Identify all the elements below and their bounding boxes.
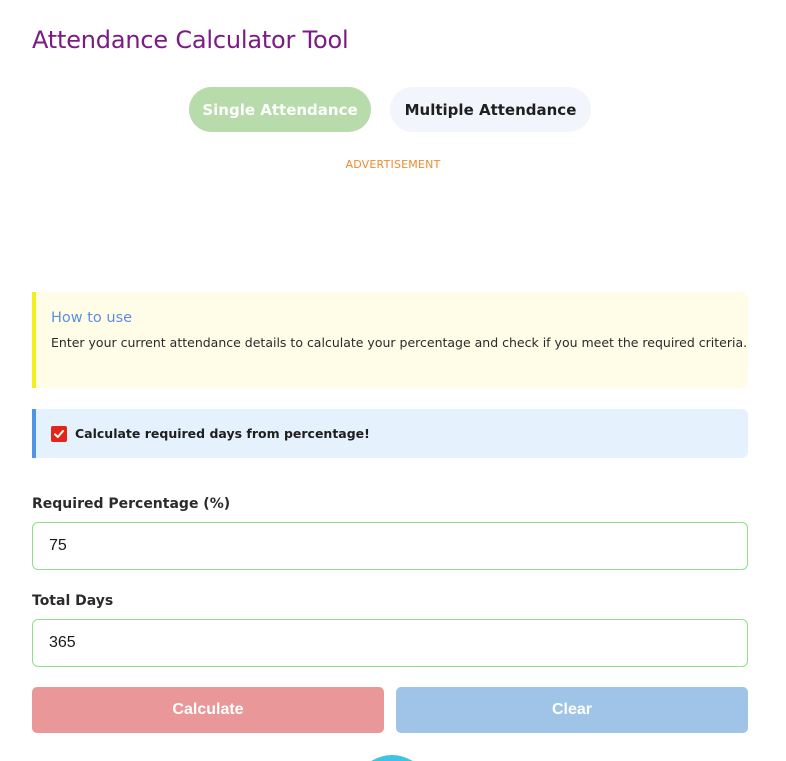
mode-tabs xyxy=(0,87,786,132)
required-percentage-input[interactable] xyxy=(32,522,748,570)
total-days-label: Total Days xyxy=(32,593,114,609)
total-days-value: 365 xyxy=(49,634,76,651)
how-to-use-title: How to use xyxy=(51,310,133,326)
calculate-button[interactable]: Calculate xyxy=(32,687,384,733)
tab-multiple-attendance[interactable]: Multiple Attendance xyxy=(390,87,591,132)
tab-single-attendance[interactable]: Single Attendance xyxy=(189,87,371,132)
total-days-input[interactable] xyxy=(32,619,748,667)
page-title: Attendance Calculator Tool xyxy=(32,26,349,54)
clear-button[interactable]: Clear xyxy=(396,687,748,733)
floating-widget-icon[interactable] xyxy=(368,754,416,761)
checkbox-label[interactable]: Calculate required days from percentage! xyxy=(75,426,370,441)
required-percentage-value: 75 xyxy=(49,537,67,554)
calculate-mode-toggle[interactable] xyxy=(32,409,748,458)
checkmark-icon xyxy=(53,428,65,440)
advertisement-label: ADVERTISEMENT xyxy=(345,158,441,171)
checkbox[interactable] xyxy=(51,426,67,442)
required-percentage-label: Required Percentage (%) xyxy=(32,496,231,512)
how-to-use-text: Enter your current attendance details to calculate your percentage and check if you meet the required criteria. xyxy=(51,335,748,350)
how-to-use-panel xyxy=(32,292,748,388)
